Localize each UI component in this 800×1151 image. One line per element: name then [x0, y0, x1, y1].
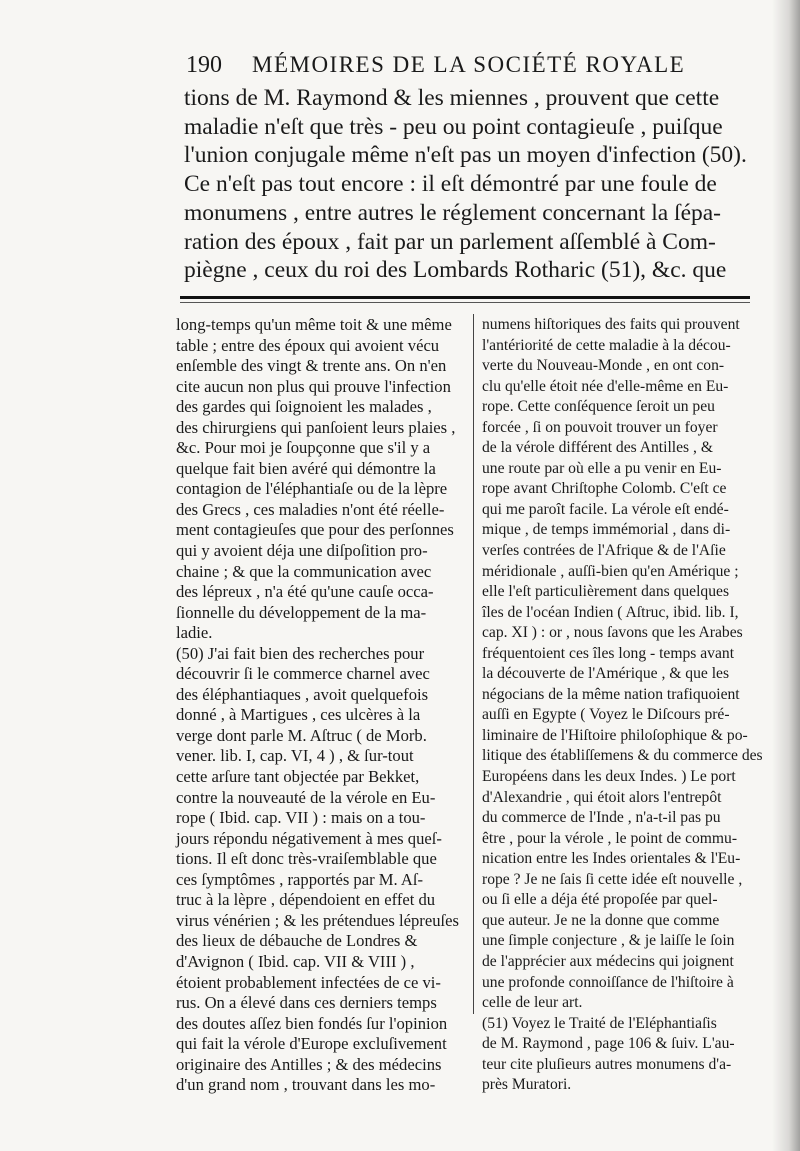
- main-text-block: [184, 84, 752, 285]
- footnote-line: des lieux de débauche de Londres &: [176, 931, 418, 951]
- footnote-line: long-temps qu'un même toit & une même: [176, 315, 452, 334]
- footnote-separator-rule: [180, 296, 750, 299]
- footnote-line: rus. On a élevé dans ces derniers temps: [176, 993, 437, 1013]
- footnotes-left-column: [176, 315, 466, 1096]
- footnote-line: des lépreux , n'a été qu'une cauſe occa-: [176, 582, 434, 602]
- footnote-line: une profonde connoiſſance de l'hiſtoire à: [482, 973, 734, 991]
- footnote-line: d'Alexandrie , qui étoit alors l'entrepôt: [482, 788, 722, 806]
- footnote-line: découvrir ſi le commerce charnel avec: [176, 664, 430, 684]
- footnote-line: des Grecs , ces maladies n'ont été réelle-: [176, 499, 445, 519]
- footnote-line: verſes contrées de l'Afrique & de l'Aſie: [482, 542, 726, 560]
- footnote-line: méridionale , auſſi-bien qu'en Amérique ;: [482, 562, 739, 580]
- footnote-line: d'Avignon ( Ibid. cap. VII & VIII ) ,: [176, 951, 415, 971]
- text-line: ration des époux , fait par un parlement aſſemblé à Com-: [184, 228, 716, 255]
- footnote-line: celle de leur art.: [482, 994, 583, 1012]
- footnote-line: des gardes qui ſoignoient les malades ,: [176, 397, 432, 417]
- footnote-line: jours répondu négativement à mes queſ-: [176, 828, 442, 848]
- footnote-line: fréquentoient ces îles long - temps avant: [482, 644, 735, 662]
- footnote-line: de la vérole différent des Antilles , &: [482, 439, 713, 457]
- footnote-line: auſſi en Egypte ( Voyez le Diſcours pré-: [482, 706, 730, 724]
- footnote-line: du commerce de l'Inde , n'a-t-il pas pu: [482, 809, 721, 827]
- footnote-line: de l'apprécier aux médecins qui joignent: [482, 952, 734, 970]
- footnote-line: chaine ; & que la communication avec: [176, 561, 432, 581]
- footnote-line: ou ſi elle a déja été propoſée par quel-: [482, 891, 718, 909]
- footnote-line: (51) Voyez le Traité de l'Eléphantiaſis: [482, 1014, 717, 1032]
- footnote-line: négocians de la même nation trafiquoient: [482, 685, 740, 703]
- footnote-line: d'un grand nom , trouvant dans les mo-: [176, 1075, 436, 1095]
- footnote-line: rope ( Ibid. cap. VII ) : mais on a tou-: [176, 808, 426, 828]
- footnote-line: ment contagieuſes que pour des perſonnes: [176, 520, 454, 540]
- column-divider: [473, 314, 474, 1014]
- footnote-line: mique , de temps immémorial , dans di-: [482, 521, 731, 539]
- footnote-line: qui me paroît facile. La vérole eſt endé-: [482, 500, 729, 518]
- footnote-line: &c. Pour moi je ſoupçonne que s'il y a: [176, 438, 431, 458]
- page-number: 190: [186, 52, 222, 78]
- footnote-line: donné , à Martigues , ces ulcères à la: [176, 705, 421, 725]
- page-edge-shadow: [772, 0, 800, 1151]
- text-line: piègne , ceux du roi des Lombards Rotharic (51), &c. que: [184, 257, 727, 284]
- footnote-line: truc à la lèpre , dépendoient en effet du: [176, 890, 436, 910]
- footnote-line: qui y avoient déja une diſpoſition pro-: [176, 541, 428, 561]
- footnote-line: de M. Raymond , page 106 & ſuiv. L'au-: [482, 1035, 735, 1053]
- footnote-line: que auteur. Je ne la donne que comme: [482, 911, 720, 929]
- footnote-line: liminaire de l'Hiſtoire philoſophique & po-: [482, 726, 748, 744]
- footnote-line: ladie.: [176, 623, 213, 643]
- footnote-line: près Muratori.: [482, 1076, 572, 1094]
- footnote-line: contre la nouveauté de la vérole en Eu-: [176, 787, 436, 807]
- footnote-line: verge dont parle M. Aſtruc ( de Morb.: [176, 725, 427, 745]
- footnote-line: virus vénérien ; & les prétendues lépreuſes: [176, 910, 459, 930]
- footnote-line: teur cite pluſieurs autres monumens d'a-: [482, 1055, 732, 1073]
- footnote-line: Européens dans les deux Indes. ) Le port: [482, 768, 736, 786]
- text-line: tions de M. Raymond & les miennes , prouvent que cette: [184, 85, 720, 111]
- footnote-line: des doutes aſſez bien fondés ſur l'opinion: [176, 1013, 448, 1033]
- footnote-line: tions. Il eſt donc très-vraiſemblable que: [176, 849, 437, 869]
- footnote-line: ſionnelle du développement de la ma-: [176, 602, 427, 622]
- footnote-line: être , pour la vérole , le point de commu-: [482, 829, 738, 847]
- footnote-line: une ſimple conjecture , & je laiſſe le ſoin: [482, 932, 735, 950]
- footnote-line: cite aucun non plus qui prouve l'infection: [176, 376, 451, 396]
- footnote-line: clu qu'elle étoit née d'elle-même en Eu-: [482, 377, 729, 395]
- footnote-line: cette arſure tant objectée par Bekket,: [176, 767, 420, 787]
- footnote-line: rope. Cette conſéquence ſeroit un peu: [482, 398, 715, 416]
- footnote-line: îles de l'océan Indien ( Aſtruc, ibid. lib. I,: [482, 603, 739, 621]
- footnote-line: cap. XI ) : or , nous ſavons que les Arabes: [482, 624, 743, 642]
- footnote-line: des éléphantiaques , avoit quelquefois: [176, 684, 429, 704]
- footnote-line: nication entre les Indes orientales & l'Eu-: [482, 850, 741, 868]
- footnote-line: contagion de l'éléphantiaſe ou de la lèpre: [176, 479, 448, 499]
- footnote-line: une route par où elle a pu venir en Eu-: [482, 459, 722, 477]
- footnote-line: elle l'eſt particulièrement dans quelques: [482, 583, 730, 601]
- text-line: l'union conjugale même n'eſt pas un moyen d'infection (50).: [184, 142, 747, 169]
- footnote-line: rope ? Je ne ſais ſi cette idée eſt nouvelle ,: [482, 870, 743, 888]
- footnote-line: numens hiſtoriques des faits qui prouvent: [482, 316, 740, 333]
- text-line: monumens , entre autres le réglement concernant la ſépa-: [184, 199, 722, 226]
- footnote-line: vener. lib. I, cap. VI, 4 ) , & ſur-tout: [176, 746, 414, 766]
- footnote-line: table ; entre des époux qui avoient vécu: [176, 335, 440, 355]
- footnote-line: l'antériorité de cette maladie à la décou-: [482, 336, 731, 354]
- text-line: Ce n'eſt pas tout encore : il eſt démontré par une foule de: [184, 171, 717, 198]
- footnote-line: des chirurgiens qui panſoient leurs plaies ,: [176, 417, 456, 437]
- footnote-line: quelque fait bien avéré qui démontre la: [176, 458, 436, 478]
- footnote-line: ces ſymptômes , rapportés par M. Aſ-: [176, 869, 424, 889]
- footnote-line: (50) J'ai fait bien des recherches pour: [176, 643, 425, 663]
- footnote-line: enſemble des vingt & trente ans. On n'en: [176, 356, 447, 376]
- footnote-line: qui fait la vérole d'Europe excluſivement: [176, 1034, 447, 1054]
- running-head: MÉMOIRES DE LA SOCIÉTÉ ROYALE: [252, 52, 686, 77]
- footnote-line: litique des établiſſemens & du commerce des: [482, 747, 763, 765]
- footnote-line: étoient probablement infectées de ce vi-: [176, 972, 441, 992]
- footnote-line: verte du Nouveau-Monde , en ont con-: [482, 357, 725, 375]
- footnotes-right-column: [482, 315, 763, 1096]
- text-line: maladie n'eſt que très - peu ou point contagieuſe , puiſque: [184, 113, 723, 140]
- footnote-line: originaire des Antilles ; & des médecins: [176, 1054, 442, 1074]
- footnote-line: rope avant Chriſtophe Colomb. C'eſt ce: [482, 480, 727, 498]
- footnote-separator-rule-thin: [180, 302, 750, 303]
- footnote-line: la découverte de l'Amérique , & que les: [482, 665, 730, 683]
- footnote-line: forcée , ſi on pouvoit trouver un foyer: [482, 418, 718, 436]
